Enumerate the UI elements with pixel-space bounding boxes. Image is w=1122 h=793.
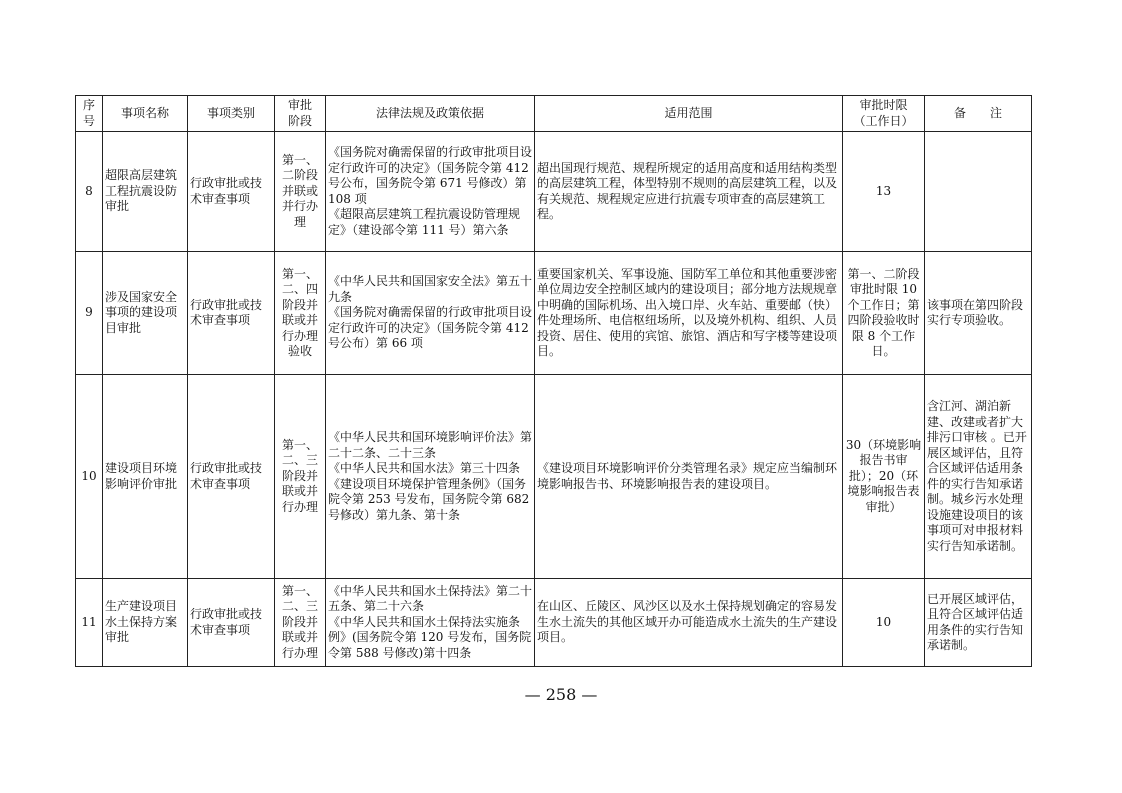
row-no: 10 bbox=[76, 375, 103, 579]
row-basis: 《国务院对确需保留的行政审批项目设定行政许可的决定》（国务院令第 412 号公布，国务院令第 671 号修改）第 108 项 《超限高层建筑工程抗震设防管理规定》（建设部令第 111 号）第六条 bbox=[326, 132, 535, 252]
row-no: 11 bbox=[76, 579, 103, 667]
header-basis: 法律法规及政策依据 bbox=[326, 96, 535, 132]
approval-items-table bbox=[75, 95, 1032, 667]
header-remark: 备 注 bbox=[925, 96, 1032, 132]
header-category: 事项类别 bbox=[188, 96, 275, 132]
page-number: — 258 — bbox=[524, 685, 598, 704]
row-no: 8 bbox=[76, 132, 103, 252]
row-remark bbox=[925, 132, 1032, 252]
row-name: 超限高层建筑工程抗震设防审批 bbox=[103, 132, 188, 252]
row-name: 建设项目环境影响评价审批 bbox=[103, 375, 188, 579]
table-row bbox=[76, 132, 1032, 252]
header-scope: 适用范围 bbox=[535, 96, 843, 132]
table-row bbox=[76, 252, 1032, 375]
table-row bbox=[76, 375, 1032, 579]
row-remark: 已开展区域评估，且符合区域评估适用条件的实行告知承诺制。 bbox=[925, 579, 1032, 667]
row-basis: 《中华人民共和国国家安全法》第五十九条 《国务院对确需保留的行政审批项目设定行政许可的决定》（国务院令第 412 号公布）第 66 项 bbox=[326, 252, 535, 375]
header-no: 序 号 bbox=[76, 96, 103, 132]
row-time-limit: 第一、二阶段审批时限 10 个工作日；第四阶段验收时限 8 个工作日。 bbox=[843, 252, 925, 375]
row-time-limit: 13 bbox=[843, 132, 925, 252]
row-category: 行政审批或技术审查事项 bbox=[188, 132, 275, 252]
row-no: 9 bbox=[76, 252, 103, 375]
row-stage: 第一、二、四阶段并联或并行办理验收 bbox=[275, 252, 326, 375]
row-scope: 在山区、丘陵区、风沙区以及水土保持规划确定的容易发生水土流失的其他区域开办可能造成水土流失的生产建设项目。 bbox=[535, 579, 843, 667]
row-time-limit: 30（环境影响报告书审批）；20（环境影响报告表审批） bbox=[843, 375, 925, 579]
row-stage: 第一、二阶段并联或并行办理 bbox=[275, 132, 326, 252]
row-stage: 第一、二、三阶段并联或并行办理 bbox=[275, 579, 326, 667]
row-basis: 《中华人民共和国水土保持法》第二十五条、第二十六条 《中华人民共和国水土保持法实施条例》(国务院令第 120 号发布，国务院令第 588 号修改)第十四条 bbox=[326, 579, 535, 667]
row-category: 行政审批或技术审查事项 bbox=[188, 579, 275, 667]
table-row bbox=[76, 579, 1032, 667]
row-category: 行政审批或技术审查事项 bbox=[188, 375, 275, 579]
header-time-limit: 审批时限 （工作日） bbox=[843, 96, 925, 132]
row-scope: 《建设项目环境影响评价分类管理名录》规定应当编制环境影响报告书、环境影响报告表的建设项目。 bbox=[535, 375, 843, 579]
row-name: 涉及国家安全事项的建设项目审批 bbox=[103, 252, 188, 375]
row-remark: 含江河、湖泊新建、改建或者扩大排污口审核 。已开展区域评估，且符合区域评估适用条件的实行告知承诺制。城乡污水处理设施建设项目的该事项可对申报材料实行告知承诺制。 bbox=[925, 375, 1032, 579]
row-remark: 该事项在第四阶段实行专项验收。 bbox=[925, 252, 1032, 375]
header-name: 事项名称 bbox=[103, 96, 188, 132]
row-stage: 第一、二、三阶段并联或并行办理 bbox=[275, 375, 326, 579]
header-stage: 审批 阶段 bbox=[275, 96, 326, 132]
row-time-limit: 10 bbox=[843, 579, 925, 667]
row-scope: 重要国家机关、军事设施、国防军工单位和其他重要涉密单位周边安全控制区域内的建设项目；部分地方法规规章中明确的国际机场、出入境口岸、火车站、重要邮（快）件处理场所、电信枢纽场所，以及境外机构、组织、人员投资、居住、使用的宾馆、旅馆、酒店和写字楼等建设项目。 bbox=[535, 252, 843, 375]
table-header-row bbox=[76, 96, 1032, 132]
row-basis: 《中华人民共和国环境影响评价法》第二十二条、二十三条 《中华人民共和国水法》第三十四条 《建设项目环境保护管理条例》（国务院令第 253 号发布，国务院令第 682 号修改）第九条、第十条 bbox=[326, 375, 535, 579]
row-scope: 超出国现行规范、规程所规定的适用高度和适用结构类型的高层建筑工程，体型特别不规则的高层建筑工程，以及有关规范、规程规定应进行抗震专项审查的高层建筑工程。 bbox=[535, 132, 843, 252]
row-category: 行政审批或技术审查事项 bbox=[188, 252, 275, 375]
row-name: 生产建设项目水土保持方案审批 bbox=[103, 579, 188, 667]
